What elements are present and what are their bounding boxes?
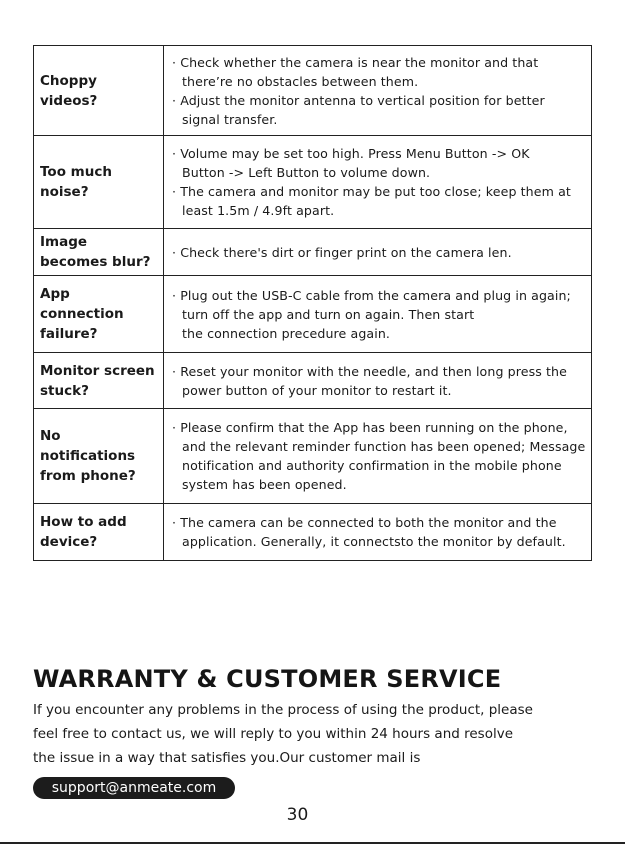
question-line: failure? [40, 326, 98, 342]
answer-cell [164, 504, 592, 561]
question-line: becomes blur? [40, 254, 151, 270]
question-line: No [40, 428, 61, 444]
troubleshooting-row [34, 504, 592, 561]
answer-line: turn off the app and turn on again. Then start [182, 306, 475, 322]
answer-line: · Volume may be set too high. Press Menu Button -> OK [172, 146, 530, 161]
warranty-paragraph [33, 698, 603, 770]
troubleshooting-row [34, 229, 592, 276]
question-line: App [40, 286, 70, 302]
question-line: Monitor screen [40, 362, 155, 379]
support-email-badge[interactable]: support@anmeate.com [33, 777, 235, 799]
question-line: device? [40, 534, 98, 550]
question-cell [34, 276, 164, 353]
answer-line: power button of your monitor to restart it. [182, 382, 452, 398]
answer-line: · Please confirm that the App has been running on the phone, [172, 420, 568, 435]
question-cell [34, 353, 164, 409]
question-line: from phone? [40, 468, 136, 484]
warranty-line: the issue in a way that satisfies you.Our customer mail is [33, 750, 421, 766]
troubleshooting-row [34, 46, 592, 136]
answer-line: and the relevant reminder function has been opened; Message [182, 439, 586, 454]
troubleshooting-row [34, 353, 592, 409]
answer-cell [164, 229, 592, 276]
question-line: Image [40, 234, 88, 250]
question-line: videos? [40, 92, 98, 109]
question-cell [34, 229, 164, 276]
question-line: noise? [40, 184, 89, 200]
answer-cell [164, 136, 592, 229]
answer-line: · Check whether the camera is near the monitor and that [172, 54, 539, 70]
answer-line: · Plug out the USB-C cable from the camera and plug in again; [172, 287, 571, 303]
bottom-divider [0, 842, 625, 844]
answer-line: application. Generally, it connectsto the monitor by default. [182, 534, 566, 549]
troubleshooting-row [34, 136, 592, 229]
answer-cell [164, 409, 592, 504]
answer-line: system has been opened. [182, 477, 347, 492]
question-line: connection [40, 306, 124, 322]
answer-line: there’re no obstacles between them. [182, 73, 419, 89]
answer-cell [164, 276, 592, 353]
question-line: Too much [40, 164, 112, 180]
question-cell [34, 46, 164, 136]
answer-line: least 1.5m / 4.9ft apart. [182, 203, 335, 218]
question-cell [34, 504, 164, 561]
warranty-line: feel free to contact us, we will reply to you within 24 hours and resolve [33, 726, 514, 742]
answer-line: · The camera and monitor may be put too close; keep them at [172, 184, 571, 199]
answer-line: signal transfer. [182, 111, 278, 127]
question-line: stuck? [40, 382, 89, 399]
question-cell [34, 409, 164, 504]
troubleshooting-row [34, 276, 592, 353]
page-number: 30 [286, 805, 309, 825]
answer-line: · Check there's dirt or finger print on the camera len. [172, 244, 512, 260]
answer-line: the connection precedure again. [182, 325, 391, 341]
question-cell [34, 136, 164, 229]
question-line: notifications [40, 448, 136, 464]
warranty-title: WARRANTY & CUSTOMER SERVICE [33, 665, 502, 693]
answer-line: Button -> Left Button to volume down. [182, 165, 431, 180]
question-line: How to add [40, 514, 127, 530]
answer-line: notification and authority confirmation in the mobile phone [182, 458, 562, 473]
troubleshooting-table [33, 45, 592, 561]
answer-line: · Reset your monitor with the needle, and then long press the [172, 363, 567, 379]
troubleshooting-table-body [34, 46, 592, 561]
answer-line: · The camera can be connected to both the monitor and the [172, 515, 557, 530]
answer-line: · Adjust the monitor antenna to vertical position for better [172, 92, 545, 108]
answer-cell [164, 46, 592, 136]
answer-cell [164, 353, 592, 409]
warranty-line: If you encounter any problems in the process of using the product, please [33, 702, 533, 718]
troubleshooting-row [34, 409, 592, 504]
question-line: Choppy [40, 72, 97, 89]
